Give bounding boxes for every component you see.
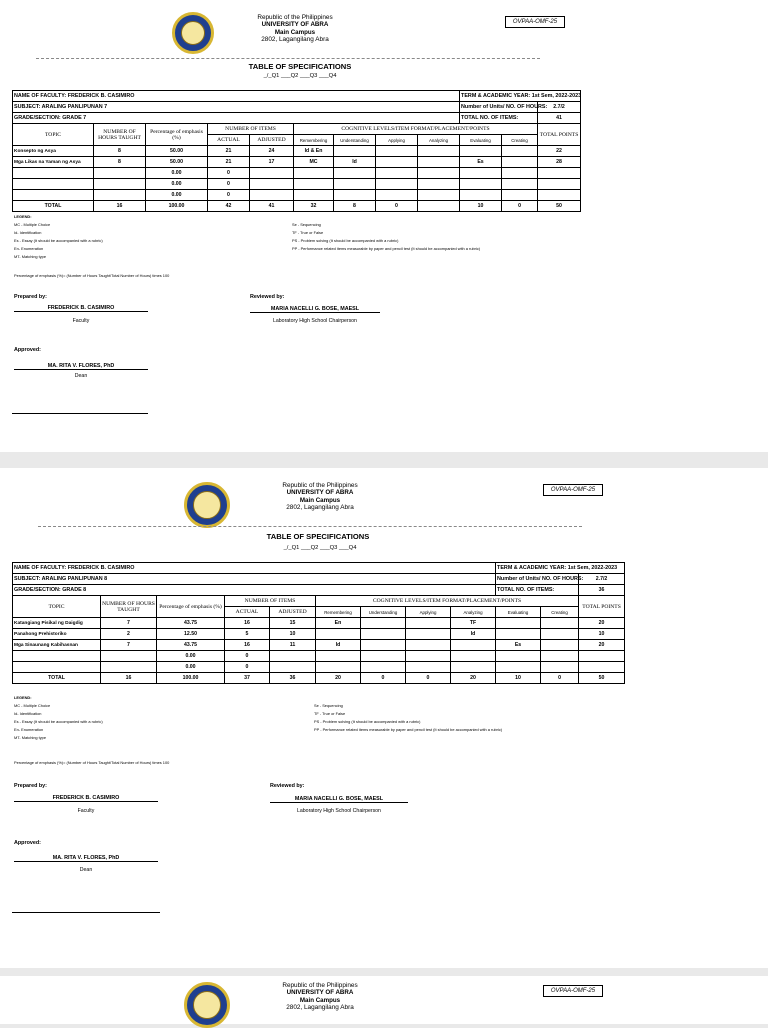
row-understanding (361, 629, 406, 640)
total-evaluating: 10 (460, 201, 502, 212)
row-creating (502, 168, 538, 179)
page-header (252, 482, 388, 512)
approved-name: MA. RITA V. FLORES, PhD (14, 363, 148, 370)
level-evaluating: Evaluating (460, 135, 502, 146)
reviewed-label: Reviewed by: (250, 294, 285, 300)
actual-header: ACTUAL (225, 607, 270, 618)
row-points (579, 651, 625, 662)
row-points: 28 (538, 157, 581, 168)
row-applying (406, 651, 451, 662)
page-3 (0, 976, 768, 1024)
row-understanding (334, 179, 376, 190)
row-adjusted (270, 662, 316, 673)
address-text: 2802, Lagangilang Abra (286, 504, 354, 512)
row-actual: 16 (225, 640, 270, 651)
row-analyzing (418, 179, 460, 190)
table-row (13, 157, 581, 168)
total-percent: 100.00 (157, 673, 225, 684)
level-remembering: Remembering (316, 607, 361, 618)
header-divider (36, 58, 540, 59)
university-name: UNIVERSITY OF ABRA (286, 989, 354, 997)
total-items-label: TOTAL NO. OF ITEMS: (496, 585, 579, 596)
legend-en: En- Enumeration (14, 727, 44, 732)
row-adjusted: 17 (250, 157, 294, 168)
row-points: 22 (538, 146, 581, 157)
units-label: Number of Units/ NO. OF HOURS: (460, 102, 538, 113)
total-remembering: 20 (316, 673, 361, 684)
page-header (252, 982, 388, 1012)
row-hours: 7 (101, 640, 157, 651)
row-understanding: Id (334, 157, 376, 168)
row-analyzing (418, 157, 460, 168)
total-hours: 16 (101, 673, 157, 684)
table-row (13, 179, 581, 190)
row-evaluating: Es (496, 640, 541, 651)
row-topic: Mga Likas na Yaman ng Asya (13, 157, 94, 168)
legend-se: Se - Sequencing (314, 703, 343, 708)
term-cell: TERM & ACADEMIC YEAR: 1st Sem, 2022-2023 (496, 563, 625, 574)
row-percent: 0.00 (146, 168, 208, 179)
legend-tf: TF - True or False (292, 230, 324, 235)
total-evaluating: 10 (496, 673, 541, 684)
row-evaluating (460, 168, 502, 179)
row-hours (101, 662, 157, 673)
cognitive-header: COGNITIVE LEVELS/ITEM FORMAT/PLACEMENT/POINTS (294, 124, 538, 135)
row-hours (94, 179, 146, 190)
prepared-role: Faculty (72, 318, 90, 324)
approved-role: Dean (74, 373, 88, 379)
row-remembering (316, 651, 361, 662)
topic-header: TOPIC (13, 124, 94, 146)
row-topic: Panahong Prehistoriko (13, 629, 101, 640)
row-topic (13, 651, 101, 662)
row-remembering (316, 629, 361, 640)
row-percent: 0.00 (157, 651, 225, 662)
legend-es: Es - Essay (It should be accompanied with a rubric) (14, 238, 103, 243)
table-row (13, 168, 581, 179)
row-applying (376, 190, 418, 201)
row-applying (376, 146, 418, 157)
prepared-name: FREDERICK B. CASIMIRO (14, 795, 158, 802)
row-adjusted: 10 (270, 629, 316, 640)
row-creating (502, 190, 538, 201)
row-hours (94, 190, 146, 201)
row-topic (13, 168, 94, 179)
prepared-role: Faculty (77, 808, 95, 814)
total-adjusted: 41 (250, 201, 294, 212)
row-points (538, 190, 581, 201)
hours-header: NUMBER OF HOURS TAUGHT (94, 124, 146, 146)
row-points: 20 (579, 618, 625, 629)
row-evaluating: Es (460, 157, 502, 168)
row-adjusted: 15 (270, 618, 316, 629)
row-analyzing: TF (451, 618, 496, 629)
row-creating (502, 146, 538, 157)
row-remembering: Id & En (294, 146, 334, 157)
row-analyzing (418, 190, 460, 201)
reviewed-role: Laboratory High School Chairperson (273, 318, 357, 324)
row-actual: 5 (225, 629, 270, 640)
level-remembering: Remembering (294, 135, 334, 146)
row-adjusted (250, 179, 294, 190)
total-adjusted: 36 (270, 673, 316, 684)
row-applying (376, 168, 418, 179)
row-evaluating (496, 651, 541, 662)
items-header: NUMBER OF ITEMS (208, 124, 294, 135)
term-cell: TERM & ACADEMIC YEAR: 1st Sem, 2022-2023 (460, 91, 581, 102)
row-analyzing (418, 168, 460, 179)
row-understanding (361, 640, 406, 651)
row-remembering (316, 662, 361, 673)
total-understanding: 8 (334, 201, 376, 212)
units-value: 2.7/2 (579, 574, 625, 585)
campus-name: Main Campus (299, 996, 341, 1004)
page-2 (0, 468, 768, 968)
row-understanding (361, 651, 406, 662)
subject-cell: SUBJECT: ARALING PANLIPUNAN 7 (13, 102, 460, 113)
legend-id: Id- Identification (14, 230, 42, 235)
legend-ps: PS - Problem solving (It should be accompanied with a rubric) (314, 719, 421, 724)
legend-es: Es - Essay (It should be accompanied with a rubric) (14, 719, 103, 724)
row-applying (376, 179, 418, 190)
items-header: NUMBER OF ITEMS (225, 596, 316, 607)
row-evaluating (496, 662, 541, 673)
total-row (13, 201, 581, 212)
total-points-header: TOTAL POINTS (579, 596, 625, 618)
total-creating: 0 (541, 673, 579, 684)
table-row (13, 640, 625, 651)
row-understanding (361, 618, 406, 629)
signature-line (12, 413, 148, 414)
row-evaluating (460, 190, 502, 201)
university-seal-logo (172, 12, 214, 54)
row-hours (101, 651, 157, 662)
level-creating: Creating (541, 607, 579, 618)
row-analyzing (418, 146, 460, 157)
row-percent: 50.00 (146, 157, 208, 168)
formula-note: Percentage of emphasis (%)= (Number of Hours Taught/Total Number of Hours) times 100 (14, 273, 170, 278)
row-actual: 16 (225, 618, 270, 629)
faculty-cell: NAME OF FACULTY: FREDERICK B. CASIMIRO (13, 91, 460, 102)
page-1 (0, 0, 768, 452)
row-percent: 50.00 (146, 146, 208, 157)
row-actual: 0 (208, 179, 250, 190)
units-value: 2.7/2 (538, 102, 581, 113)
quarter-selector: _/_Q1 ___Q2 ___Q3 ___Q4 (283, 545, 357, 551)
table-row (13, 629, 625, 640)
grade-cell: GRADE/SECTION: GRADE 7 (13, 113, 460, 124)
row-adjusted: 24 (250, 146, 294, 157)
tos-table (12, 562, 625, 684)
adjusted-header: ADJUSTED (250, 135, 294, 146)
row-hours: 8 (94, 157, 146, 168)
total-items-value: 36 (579, 585, 625, 596)
table-row (13, 651, 625, 662)
university-seal-logo (184, 982, 230, 1028)
percent-header: Percentage of emphasis (%) (157, 596, 225, 618)
row-applying (376, 157, 418, 168)
tos-table (12, 90, 581, 212)
row-percent: 43.75 (157, 640, 225, 651)
total-items-label: TOTAL NO. OF ITEMS: (460, 113, 538, 124)
total-applying: 0 (406, 673, 451, 684)
total-points: 50 (538, 201, 581, 212)
reviewed-role: Laboratory High School Chairperson (297, 808, 381, 814)
row-evaluating (496, 629, 541, 640)
level-analyzing: Analyzing (451, 607, 496, 618)
document-title: TABLE OF SPECIFICATIONS (266, 532, 370, 541)
total-label: TOTAL (13, 201, 94, 212)
campus-name: Main Campus (299, 496, 341, 504)
row-applying (406, 629, 451, 640)
row-adjusted: 11 (270, 640, 316, 651)
form-number: OVPAA-OMF-25 (543, 985, 603, 997)
row-analyzing: Id (451, 629, 496, 640)
row-remembering (294, 168, 334, 179)
legend-en: En- Enumeration (14, 246, 44, 251)
grade-cell: GRADE/SECTION: GRADE 8 (13, 585, 496, 596)
total-points: 50 (579, 673, 625, 684)
cognitive-header: COGNITIVE LEVELS/ITEM FORMAT/PLACEMENT/POINTS (316, 596, 579, 607)
university-seal-logo (184, 482, 230, 528)
row-remembering (294, 190, 334, 201)
level-evaluating: Evaluating (496, 607, 541, 618)
row-analyzing (451, 651, 496, 662)
units-label: Number of Units/ NO. OF HOURS: (496, 574, 579, 585)
total-understanding: 0 (361, 673, 406, 684)
signature-line (12, 912, 160, 913)
row-actual: 0 (225, 662, 270, 673)
header-divider (38, 526, 582, 527)
total-items-value: 41 (538, 113, 581, 124)
row-understanding (361, 662, 406, 673)
row-topic (13, 179, 94, 190)
row-topic: Konsepto ng Asya (13, 146, 94, 157)
campus-name: Main Campus (274, 28, 316, 36)
legend-mt: MT- Matching type (14, 254, 47, 259)
prepared-label: Prepared by: (14, 294, 47, 300)
total-actual: 37 (225, 673, 270, 684)
percent-header: Percentage of emphasis (%) (146, 124, 208, 146)
level-creating: Creating (502, 135, 538, 146)
row-topic (13, 190, 94, 201)
level-understanding: Understanding (361, 607, 406, 618)
actual-header: ACTUAL (208, 135, 250, 146)
row-points: 10 (579, 629, 625, 640)
row-percent: 43.75 (157, 618, 225, 629)
row-actual: 21 (208, 146, 250, 157)
approved-role: Dean (79, 867, 93, 873)
row-adjusted (250, 168, 294, 179)
topic-header: TOPIC (13, 596, 101, 618)
total-applying: 0 (376, 201, 418, 212)
row-creating (541, 662, 579, 673)
reviewed-name: MARIA NACELLI G. BOSE, MAESL (270, 796, 408, 803)
legend-tf: TF - True or False (314, 711, 346, 716)
row-topic: Katangiang Pisikal ng Daigdig (13, 618, 101, 629)
row-analyzing (451, 662, 496, 673)
approved-label: Approved: (14, 840, 41, 846)
total-analyzing (418, 201, 460, 212)
total-row (13, 673, 625, 684)
row-creating (502, 157, 538, 168)
total-creating: 0 (502, 201, 538, 212)
row-applying (406, 640, 451, 651)
row-actual: 0 (208, 168, 250, 179)
row-evaluating (460, 179, 502, 190)
row-actual: 21 (208, 157, 250, 168)
university-name: UNIVERSITY OF ABRA (286, 489, 354, 497)
address-text: 2802, Lagangilang Abra (286, 1004, 354, 1012)
row-percent: 0.00 (157, 662, 225, 673)
level-applying: Applying (406, 607, 451, 618)
formula-note: Percentage of emphasis (%)= (Number of Hours Taught/Total Number of Hours) times 100 (14, 760, 170, 765)
row-remembering: Id (316, 640, 361, 651)
row-remembering (294, 179, 334, 190)
row-percent: 0.00 (146, 179, 208, 190)
legend-pp: PP - Performance related items measurable by paper and pencil test (It should be accompanied with a rubric) (314, 727, 503, 732)
row-applying (406, 662, 451, 673)
document-title: TABLE OF SPECIFICATIONS (248, 62, 352, 71)
total-percent: 100.00 (146, 201, 208, 212)
row-remembering: MC (294, 157, 334, 168)
row-points (538, 168, 581, 179)
row-creating (541, 629, 579, 640)
legend-ps: PS - Problem solving (It should be accompanied with a rubric) (292, 238, 399, 243)
total-label: TOTAL (13, 673, 101, 684)
republic-text: Republic of the Philippines (282, 482, 358, 489)
total-points-header: TOTAL POINTS (538, 124, 581, 146)
table-row (13, 618, 625, 629)
row-evaluating (460, 146, 502, 157)
legend-se: Se - Sequencing (292, 222, 321, 227)
row-percent: 12.50 (157, 629, 225, 640)
row-hours: 8 (94, 146, 146, 157)
level-understanding: Understanding (334, 135, 376, 146)
prepared-name: FREDERICK B. CASIMIRO (14, 305, 148, 312)
legend-left: LEGEND: MC - Multiple Choice Id- Identification Es - Essay (It should be accompanied with a rubric) En- Enumeration MT- Matching type (14, 694, 294, 742)
form-number: OVPAA-OMF-25 (505, 16, 565, 28)
legend-mc: MC - Multiple Choice (14, 222, 51, 227)
row-creating (541, 618, 579, 629)
row-percent: 0.00 (146, 190, 208, 201)
legend-right (314, 702, 614, 734)
republic-text: Republic of the Philippines (257, 14, 333, 21)
prepared-label: Prepared by: (14, 783, 47, 789)
faculty-cell: NAME OF FACULTY: FREDERICK B. CASIMIRO (13, 563, 496, 574)
legend-pp: PP - Performance related items measurable by paper and pencil test (It should be accompanied with a rubric) (292, 246, 481, 251)
row-hours: 7 (101, 618, 157, 629)
legend-id: Id- Identification (14, 711, 42, 716)
subject-cell: SUBJECT: ARALING PANLIPUNAN 8 (13, 574, 496, 585)
approved-label: Approved: (14, 347, 41, 353)
legend-left: LEGEND: MC - Multiple Choice Id- Identification Es - Essay (It should be accompanied with a rubric) En- Enumeration MT- Matching type (14, 213, 274, 261)
row-topic (13, 662, 101, 673)
table-row (13, 146, 581, 157)
total-actual: 42 (208, 201, 250, 212)
legend-mc: MC - Multiple Choice (14, 703, 51, 708)
page-header (230, 14, 360, 44)
row-evaluating (496, 618, 541, 629)
row-adjusted (250, 190, 294, 201)
row-points (538, 179, 581, 190)
row-creating (541, 640, 579, 651)
university-name: UNIVERSITY OF ABRA (261, 21, 329, 29)
row-understanding (334, 168, 376, 179)
legend-mt: MT- Matching type (14, 735, 47, 740)
row-hours: 2 (101, 629, 157, 640)
row-points (579, 662, 625, 673)
total-hours: 16 (94, 201, 146, 212)
adjusted-header: ADJUSTED (270, 607, 316, 618)
reviewed-label: Reviewed by: (270, 783, 305, 789)
row-actual: 0 (225, 651, 270, 662)
table-row (13, 662, 625, 673)
quarter-selector: _/_Q1 ___Q2 ___Q3 ___Q4 (263, 73, 337, 79)
row-understanding (334, 190, 376, 201)
reviewed-name: MARIA NACELLI G. BOSE, MAESL (250, 306, 380, 313)
row-creating (502, 179, 538, 190)
level-applying: Applying (376, 135, 418, 146)
row-applying (406, 618, 451, 629)
row-hours (94, 168, 146, 179)
total-remembering: 32 (294, 201, 334, 212)
row-creating (541, 651, 579, 662)
row-understanding (334, 146, 376, 157)
level-analyzing: Analyzing (418, 135, 460, 146)
approved-name: MA. RITA V. FLORES, PhD (14, 855, 158, 862)
row-remembering: En (316, 618, 361, 629)
row-analyzing (451, 640, 496, 651)
row-adjusted (270, 651, 316, 662)
address-text: 2802, Lagangilang Abra (261, 36, 329, 44)
hours-header: NUMBER OF HOURS TAUGHT (101, 596, 157, 618)
republic-text: Republic of the Philippines (282, 982, 358, 989)
total-analyzing: 20 (451, 673, 496, 684)
row-points: 20 (579, 640, 625, 651)
row-topic: Mga Sinaunang Kabihasnan (13, 640, 101, 651)
row-actual: 0 (208, 190, 250, 201)
table-row (13, 190, 581, 201)
legend-right (292, 221, 572, 253)
form-number: OVPAA-OMF-25 (543, 484, 603, 496)
